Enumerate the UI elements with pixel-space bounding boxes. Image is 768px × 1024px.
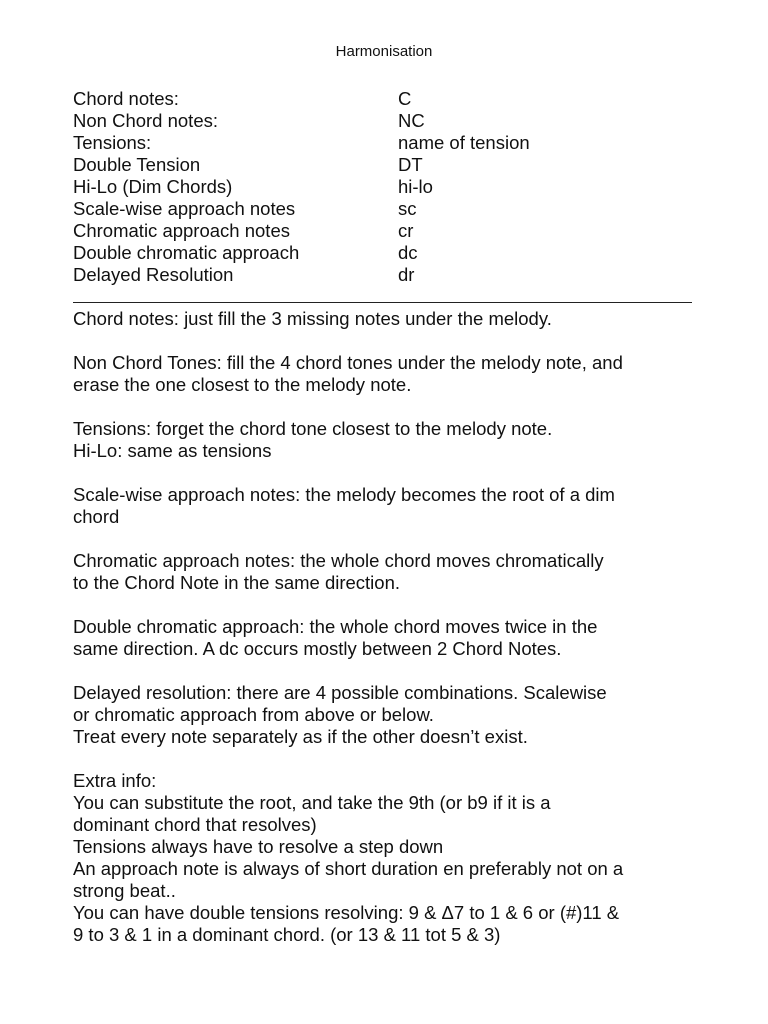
- notation-legend: [73, 88, 713, 286]
- legend-term: Double chromatic approach: [73, 242, 300, 263]
- text-line: Hi-Lo: same as tensions: [73, 440, 272, 461]
- text-line: same direction. A dc occurs mostly between 2 Chord Notes.: [73, 638, 562, 659]
- text-line: Tensions: forget the chord tone closest to the melody note.: [73, 418, 553, 439]
- text-line: You can substitute the root, and take the 9th (or b9 if it is a: [73, 792, 551, 813]
- legend-row: [73, 176, 713, 198]
- text-line: to the Chord Note in the same direction.: [73, 572, 401, 593]
- paragraph-tensions: [73, 418, 713, 462]
- text-line: Chord notes: just fill the 3 missing notes under the melody.: [73, 308, 552, 329]
- text-line: An approach note is always of short duration en preferably not on a: [73, 858, 624, 879]
- text-line: Treat every note separately as if the other doesn’t exist.: [73, 726, 528, 747]
- legend-term: Delayed Resolution: [73, 264, 234, 285]
- legend-term: Hi-Lo (Dim Chords): [73, 176, 233, 197]
- legend-row: [73, 198, 713, 220]
- paragraph-scale-wise: [73, 484, 713, 528]
- legend-abbreviation: C: [398, 88, 412, 109]
- horizontal-divider: [73, 302, 692, 303]
- paragraph-chromatic: [73, 550, 713, 594]
- legend-row: [73, 88, 713, 110]
- legend-abbreviation: NC: [398, 110, 425, 131]
- text-line: strong beat..: [73, 880, 176, 901]
- text-line: Chromatic approach notes: the whole chord moves chromatically: [73, 550, 604, 571]
- text-line: You can have double tensions resolving: 9 & Δ7 to 1 & 6 or (#)11 &: [73, 902, 620, 923]
- legend-abbreviation: name of tension: [398, 132, 530, 153]
- legend-row: [73, 242, 713, 264]
- legend-row: [73, 264, 713, 286]
- legend-abbreviation: cr: [398, 220, 414, 241]
- legend-row: [73, 154, 713, 176]
- legend-term: Scale-wise approach notes: [73, 198, 296, 219]
- text-line: Delayed resolution: there are 4 possible combinations. Scalewise: [73, 682, 607, 703]
- text-line: Tensions always have to resolve a step down: [73, 836, 444, 857]
- legend-term: Non Chord notes:: [73, 110, 219, 131]
- legend-row: [73, 132, 713, 154]
- legend-term: Chord notes:: [73, 88, 179, 109]
- text-line: or chromatic approach from above or below.: [73, 704, 434, 725]
- legend-row: [73, 110, 713, 132]
- text-line: 9 to 3 & 1 in a dominant chord. (or 13 & 11 tot 5 & 3): [73, 924, 501, 945]
- text-line: erase the one closest to the melody note.: [73, 374, 412, 395]
- text-line: dominant chord that resolves): [73, 814, 317, 835]
- page-title: Harmonisation: [335, 43, 433, 60]
- legend-abbreviation: hi-lo: [398, 176, 433, 197]
- explanation-text: [73, 308, 713, 968]
- text-line: Scale-wise approach notes: the melody becomes the root of a dim: [73, 484, 615, 505]
- paragraph-non-chord-tones: [73, 352, 713, 396]
- text-line: Non Chord Tones: fill the 4 chord tones under the melody note, and: [73, 352, 623, 373]
- paragraph-chord-notes: [73, 308, 713, 330]
- paragraph-double-chromatic: [73, 616, 713, 660]
- legend-term: Double Tension: [73, 154, 201, 175]
- paragraph-delayed-resolution: [73, 682, 713, 748]
- text-line: Double chromatic approach: the whole chord moves twice in the: [73, 616, 598, 637]
- legend-abbreviation: DT: [398, 154, 423, 175]
- legend-abbreviation: dc: [398, 242, 418, 263]
- legend-term: Chromatic approach notes: [73, 220, 290, 241]
- paragraph-extra-info: [73, 770, 713, 946]
- text-line: chord: [73, 506, 120, 527]
- legend-row: [73, 220, 713, 242]
- text-line: Extra info:: [73, 770, 157, 791]
- legend-abbreviation: dr: [398, 264, 415, 285]
- legend-term: Tensions:: [73, 132, 152, 153]
- legend-abbreviation: sc: [398, 198, 417, 219]
